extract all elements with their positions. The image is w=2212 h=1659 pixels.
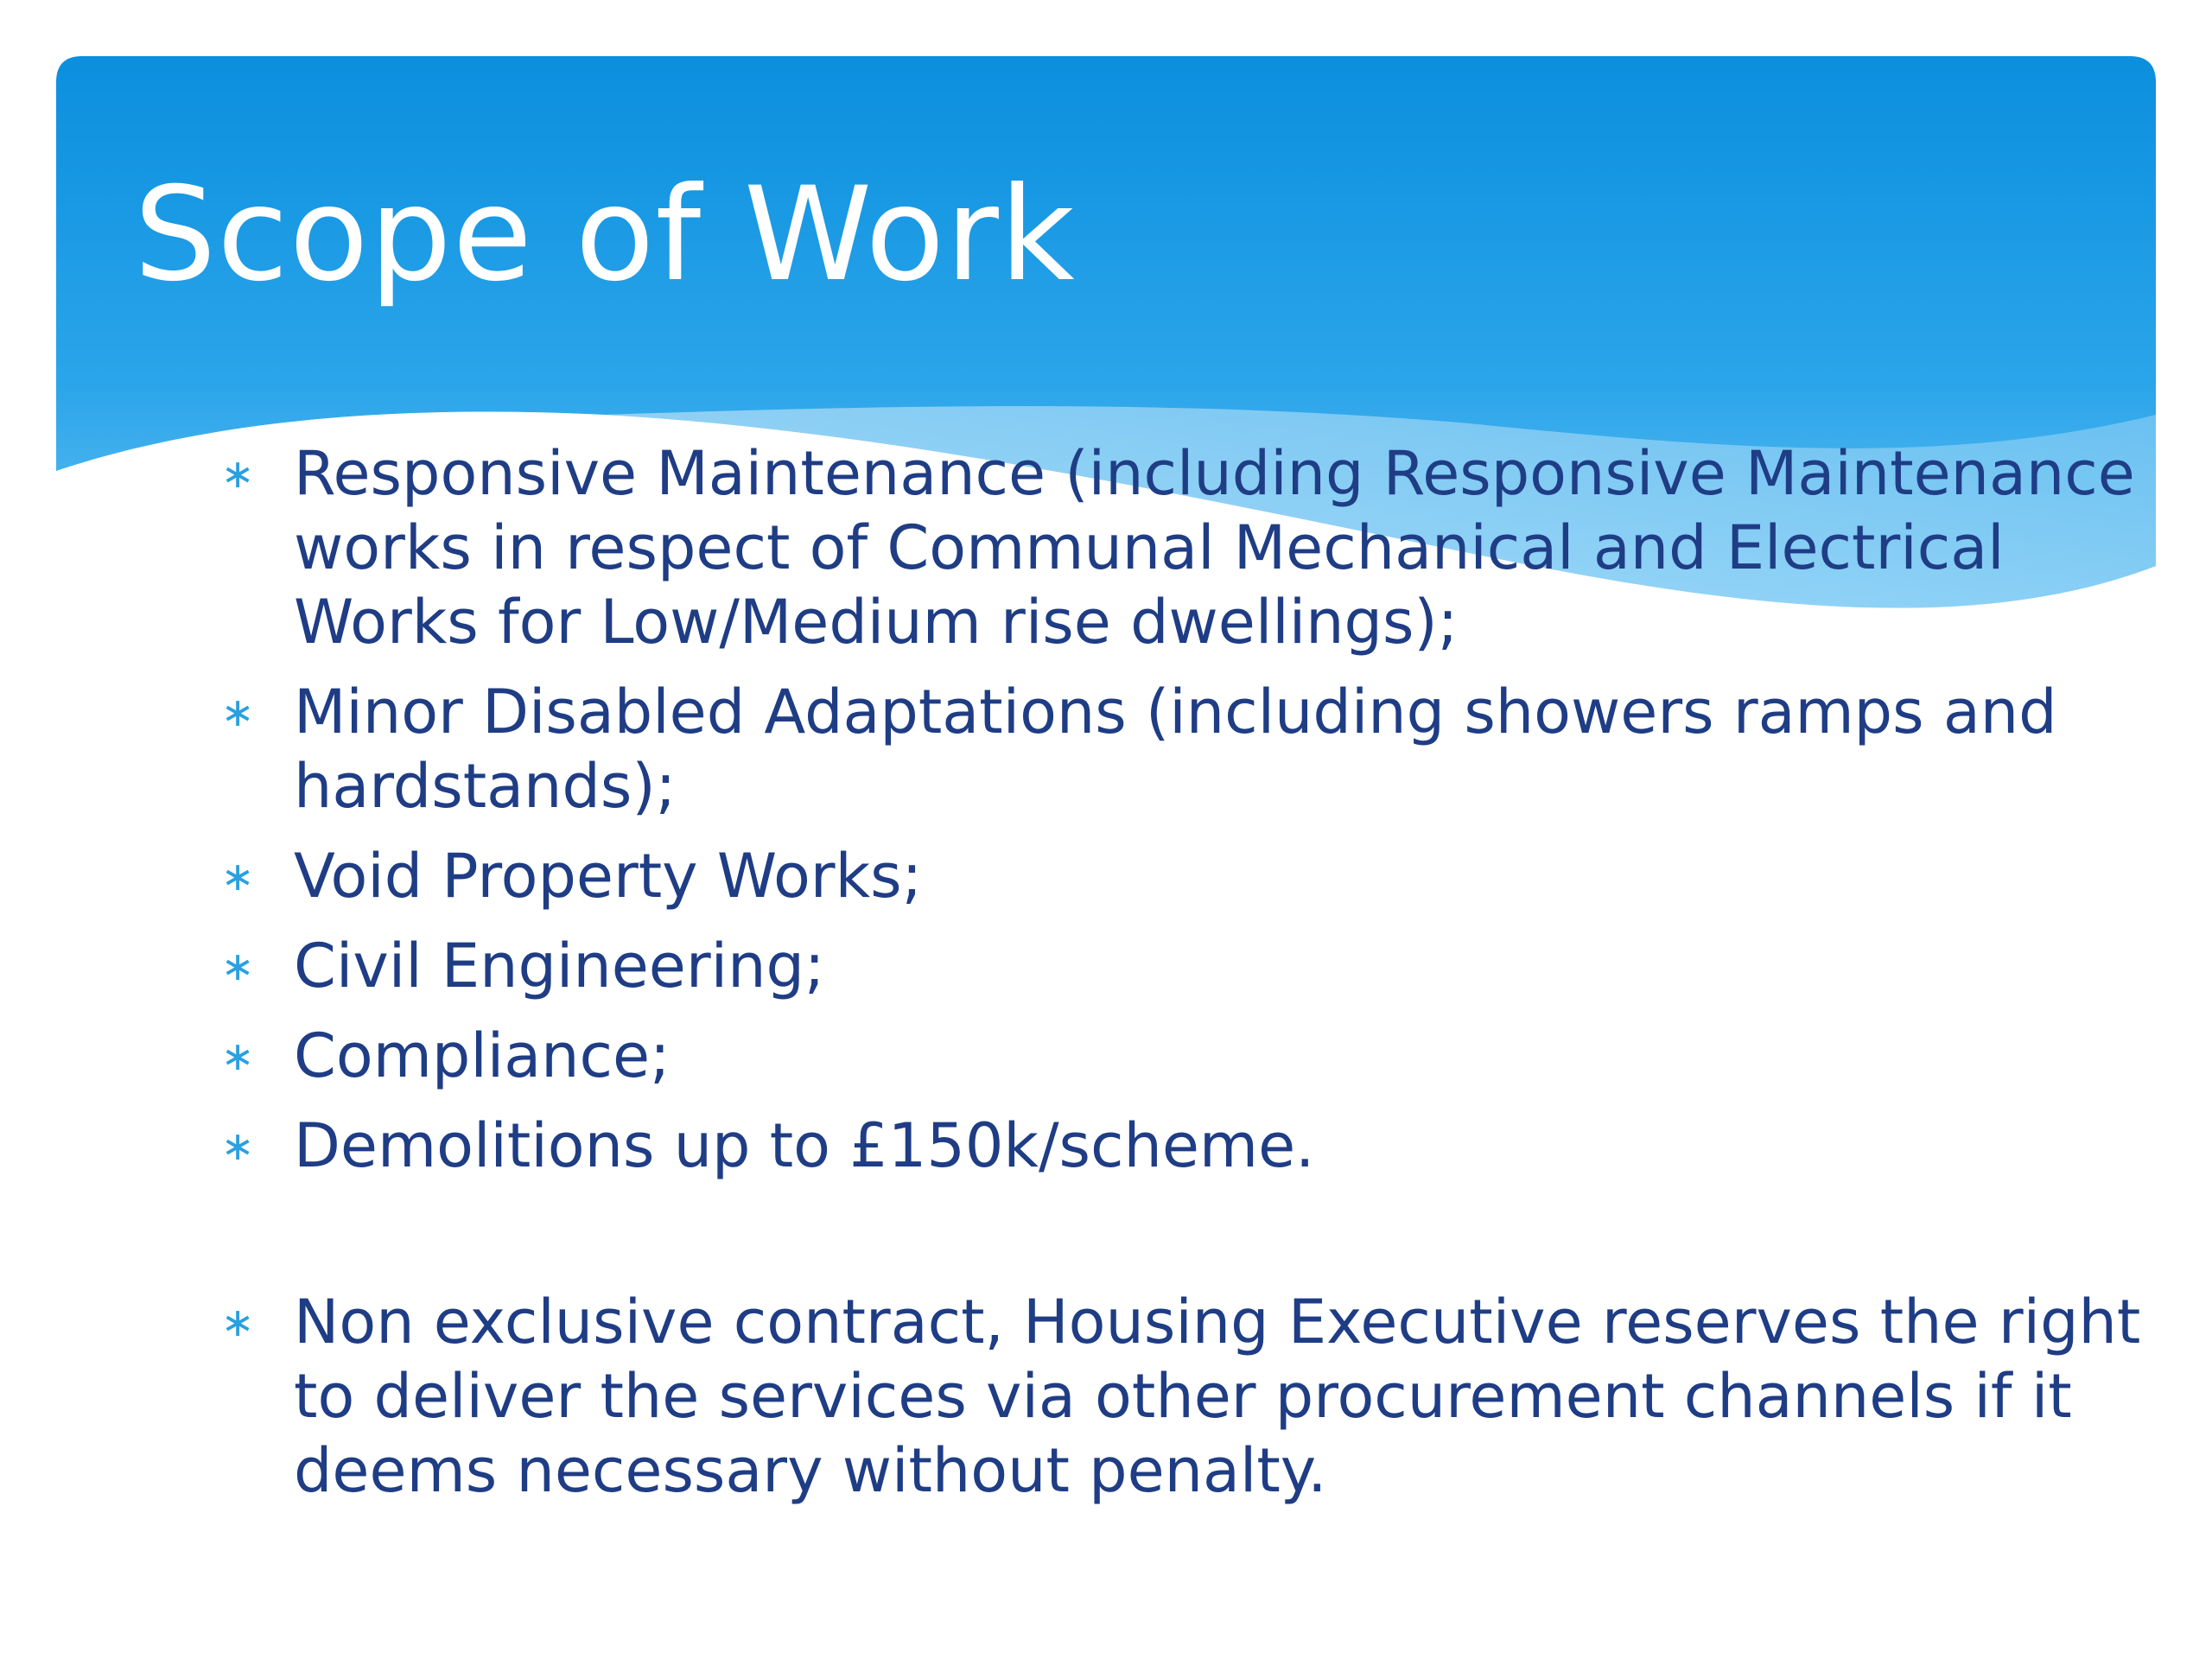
asterisk-icon: ∗ — [220, 450, 255, 497]
bullet-list — [220, 436, 2156, 1508]
list-item-text: Minor Disabled Adaptations (including showers ramps and hardstands); — [294, 677, 2057, 822]
asterisk-icon: ∗ — [220, 1299, 255, 1345]
asterisk-icon: ∗ — [220, 689, 255, 735]
list-item — [220, 675, 2156, 823]
bullet-list-container — [220, 436, 2156, 1523]
list-item-text: Non exclusive contract, Housing Executive reserves the right to deliver the services via other procurement channels if it deems necessary without penalty. — [294, 1287, 2141, 1506]
asterisk-icon: ∗ — [220, 853, 255, 899]
list-item-text: Demolitions up to £150k/scheme. — [294, 1110, 1315, 1181]
list-item-text: Responsive Maintenance (including Responsive Maintenance works in respect of Communal Mechanical and Electrical Works for Low/Medium rise dwellings); — [294, 438, 2135, 658]
list-item — [220, 929, 2156, 1003]
asterisk-icon: ∗ — [220, 1033, 255, 1079]
list-item-text: Compliance; — [294, 1020, 671, 1091]
list-item — [220, 1109, 2156, 1183]
list-item-text: Civil Engineering; — [294, 931, 825, 1001]
list-item-text: Void Property Works; — [294, 841, 923, 912]
list-item — [220, 839, 2156, 913]
asterisk-icon: ∗ — [220, 1122, 255, 1169]
asterisk-icon: ∗ — [220, 943, 255, 989]
list-item — [220, 436, 2156, 659]
list-item — [220, 1285, 2156, 1508]
page-title: Scope of Work — [134, 160, 1076, 310]
list-item — [220, 1019, 2156, 1093]
